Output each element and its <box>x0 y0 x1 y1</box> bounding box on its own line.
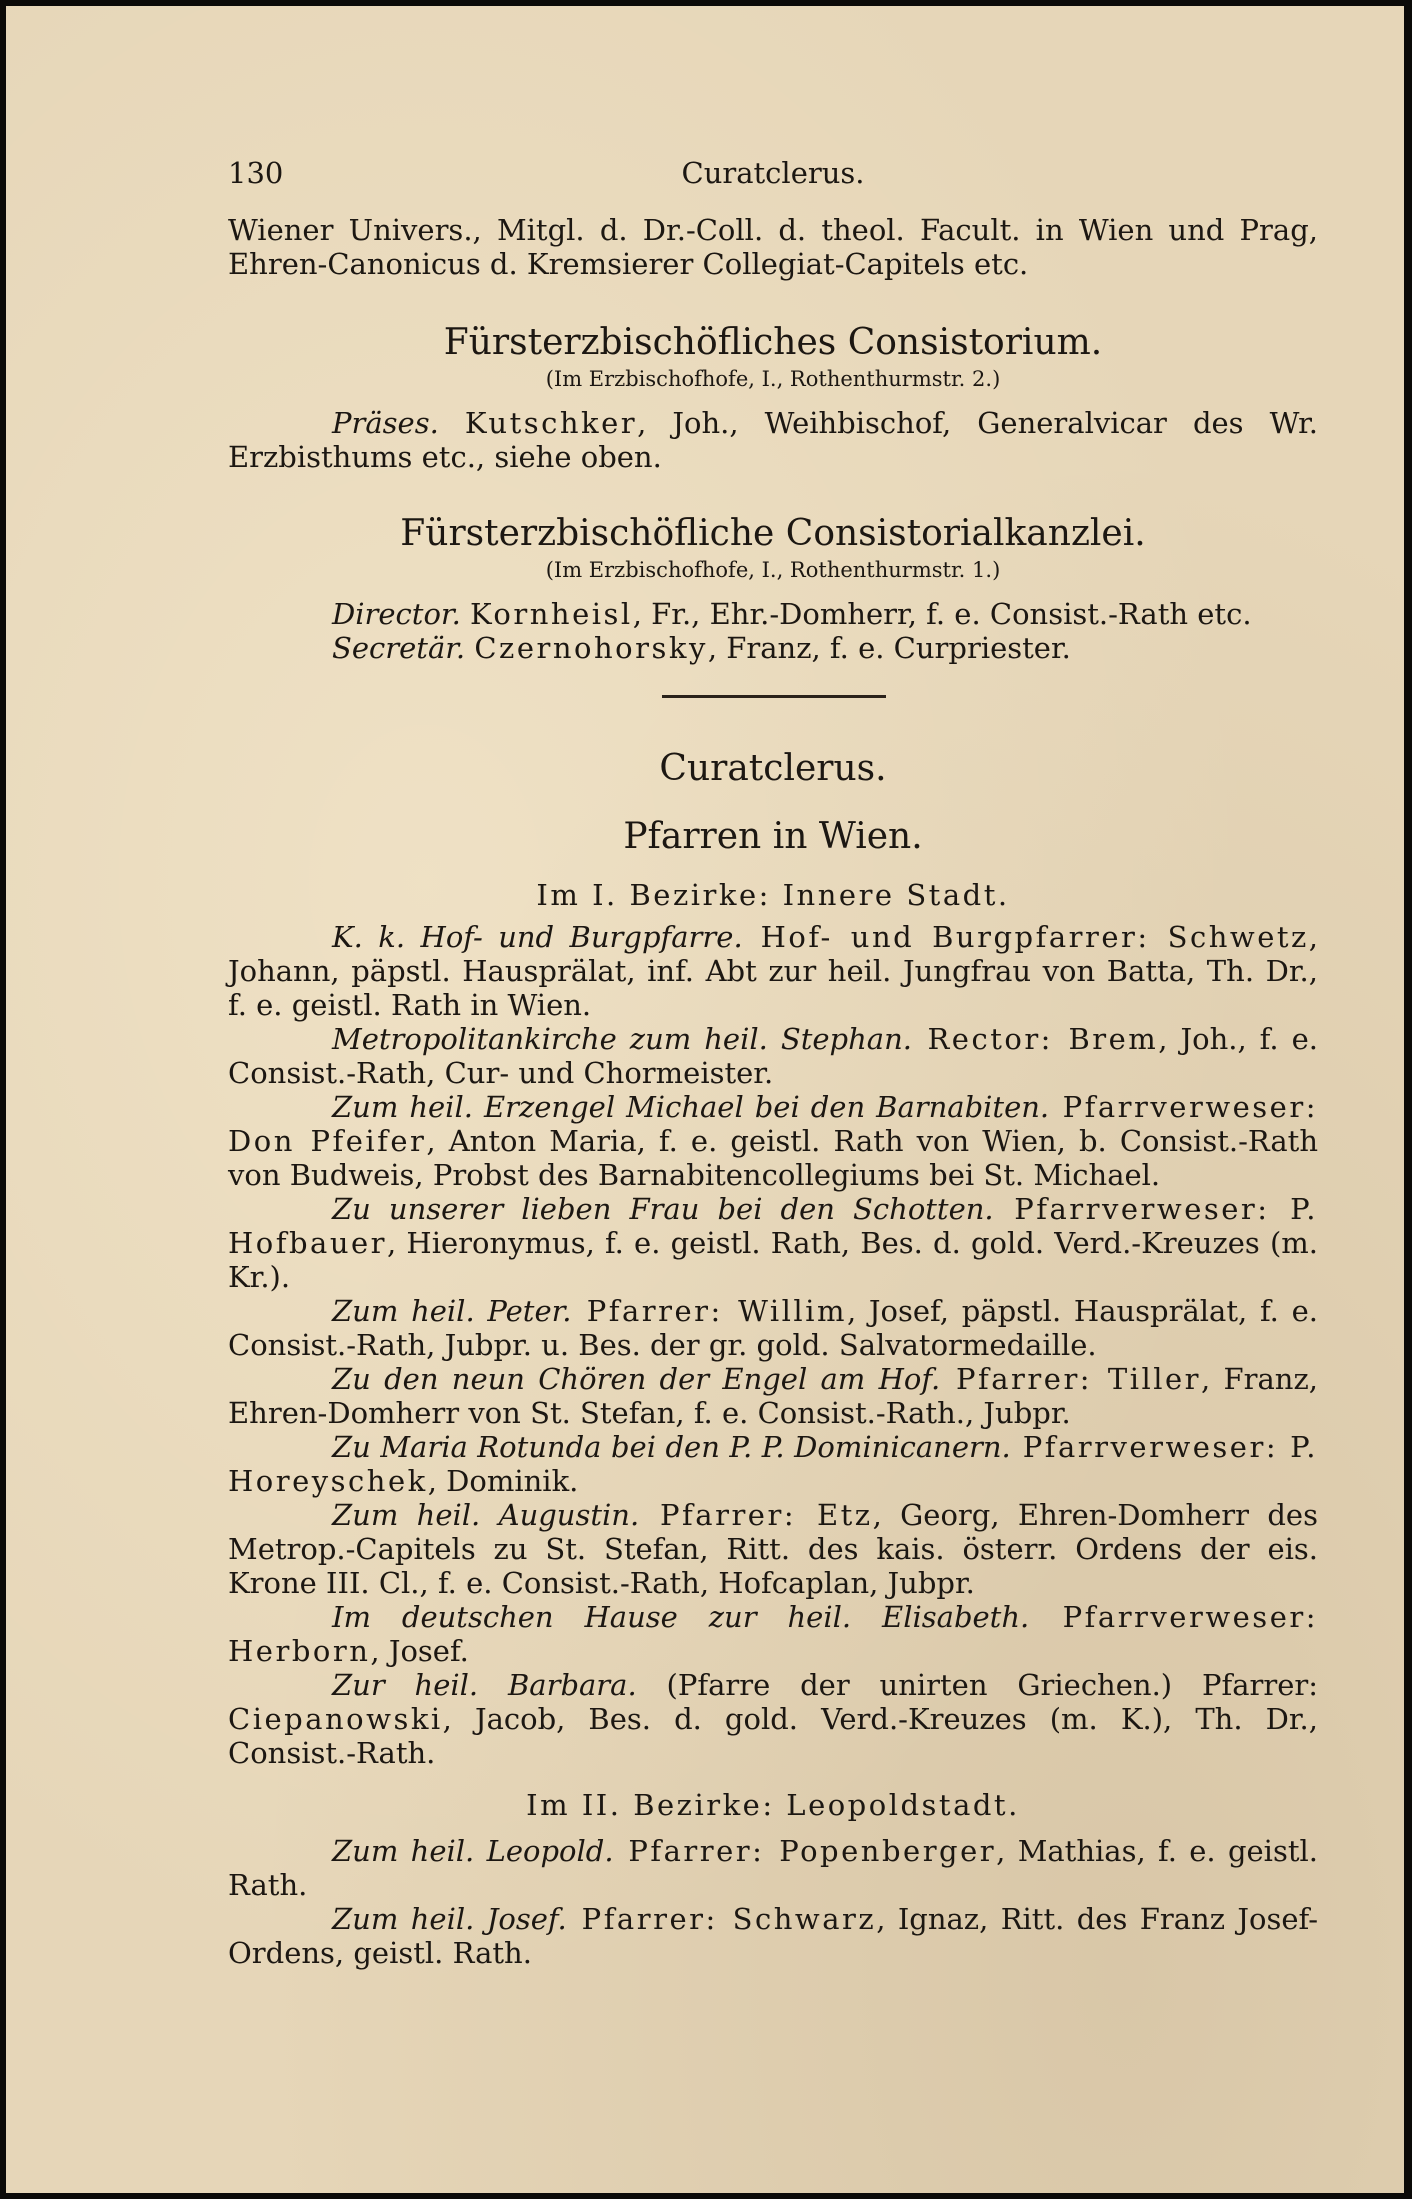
consistorium-address: (Im Erzbischofhofe, I., Rothenthurmstr. 2.) <box>545 367 1001 391</box>
kanzlei-section <box>228 513 1318 665</box>
district-1-entries <box>228 920 1318 1770</box>
parish-entry: Zu unserer lieben Frau bei den Schotten. Pfarrverweser: P. Hofbauer, Hieronymus, f. e. geistl. Rath, Bes. d. gold. Verd.-Kreuzes (m. Kr.). <box>228 1192 1318 1294</box>
parish-entry: Im deutschen Hause zur heil. Elisabeth. Pfarrverweser: Herborn, Josef. <box>228 1600 1318 1668</box>
running-title: Curatclerus. <box>681 156 865 190</box>
consistorium-section <box>228 322 1318 474</box>
running-header <box>228 156 1318 196</box>
consistorium-entry: Präses. Kutschker, Joh., Weihbischof, Generalvicar des Wr. Erzbisthums etc., siehe oben. <box>228 406 1318 474</box>
section-title: Curatclerus. <box>659 748 887 789</box>
district-2-heading: Im II. Bezirke: Leopoldstadt. <box>526 1788 1020 1822</box>
book-page <box>6 6 1404 2193</box>
kanzlei-secretar: Secretär. Czernohorsky, Franz, f. e. Curpriester. <box>332 631 1071 665</box>
parish-entry: K. k. Hof- und Burgpfarre. Hof- und Burgpfarrer: Schwetz, Johann, päpstl. Hausprälat, inf. Abt zur heil. Jungfrau von Batta, Th. Dr., f. e. geistl. Rath in Wien. <box>228 920 1319 1022</box>
parish-entry: Metropolitankirche zum heil. Stephan. Rector: Brem, Joh., f. e. Consist.-Rath, Cur- und Chormeister. <box>228 1022 1318 1090</box>
section-divider <box>662 695 886 698</box>
consistorium-title: Fürsterzbischöfliches Consistorium. <box>443 322 1103 363</box>
parish-entry: Zum heil. Erzengel Michael bei den Barnabiten. Pfarrverweser: Don Pfeifer, Anton Maria, f. e. geistl. Rath von Wien, b. Consist.-Rath von Budweis, Probst des Barnabitencollegiums bei St. Michael. <box>228 1090 1318 1192</box>
parish-entry: Zum heil. Augustin. Pfarrer: Etz, Georg, Ehren-Domherr des Metrop.-Capitels zu St. Stefan, Ritt. des kais. österr. Ordens der eis. Krone III. Cl., f. e. Consist.-Rath, Hofcaplan, Jubpr. <box>228 1498 1318 1600</box>
kanzlei-address: (Im Erzbischofhofe, I., Rothenthurmstr. 1.) <box>545 558 1001 582</box>
page-number: 130 <box>228 156 284 190</box>
parish-entry: Zur heil. Barbara. (Pfarre der unirten Griechen.) Pfarrer: Ciepanowski, Jacob, Bes. d. gold. Verd.-Kreuzes (m. K.), Th. Dr., Consist.-Rath. <box>228 1668 1319 1770</box>
intro-paragraph: Wiener Univers., Mitgl. d. Dr.-Coll. d. theol. Facult. in Wien und Prag, Ehren-Canonicus d. Kremsierer Collegiat-Capitels etc. <box>228 213 1318 281</box>
parish-entry: Zu den neun Chören der Engel am Hof. Pfarrer: Tiller, Franz, Ehren-Domherr von St. Stefan, f. e. Consist.-Rath., Jubpr. <box>228 1362 1318 1430</box>
curatclerus-section <box>228 748 1318 1970</box>
district-2-entries <box>228 1834 1318 1970</box>
parish-entry: Zum heil. Peter. Pfarrer: Willim, Josef, päpstl. Hausprälat, f. e. Consist.-Rath, Jubpr. u. Bes. der gr. gold. Salvatormedaille. <box>228 1294 1318 1362</box>
kanzlei-director: Director. Kornheisl, Fr., Ehr.-Domherr, f. e. Consist.-Rath etc. <box>332 597 1252 631</box>
parish-entry: Zum heil. Leopold. Pfarrer: Popenberger, Mathias, f. e. geistl. Rath. <box>228 1834 1318 1902</box>
section-subtitle: Pfarren in Wien. <box>623 816 923 857</box>
kanzlei-title: Fürsterzbischöfliche Consistorialkanzlei. <box>400 513 1146 554</box>
parish-entry: Zu Maria Rotunda bei den P. P. Dominicanern. Pfarrverweser: P. Horeyschek, Dominik. <box>228 1430 1318 1498</box>
district-1-heading: Im I. Bezirke: Innere Stadt. <box>536 878 1010 912</box>
parish-entry: Zum heil. Josef. Pfarrer: Schwarz, Ignaz, Ritt. des Franz Josef-Ordens, geistl. Rath. <box>228 1902 1319 1970</box>
